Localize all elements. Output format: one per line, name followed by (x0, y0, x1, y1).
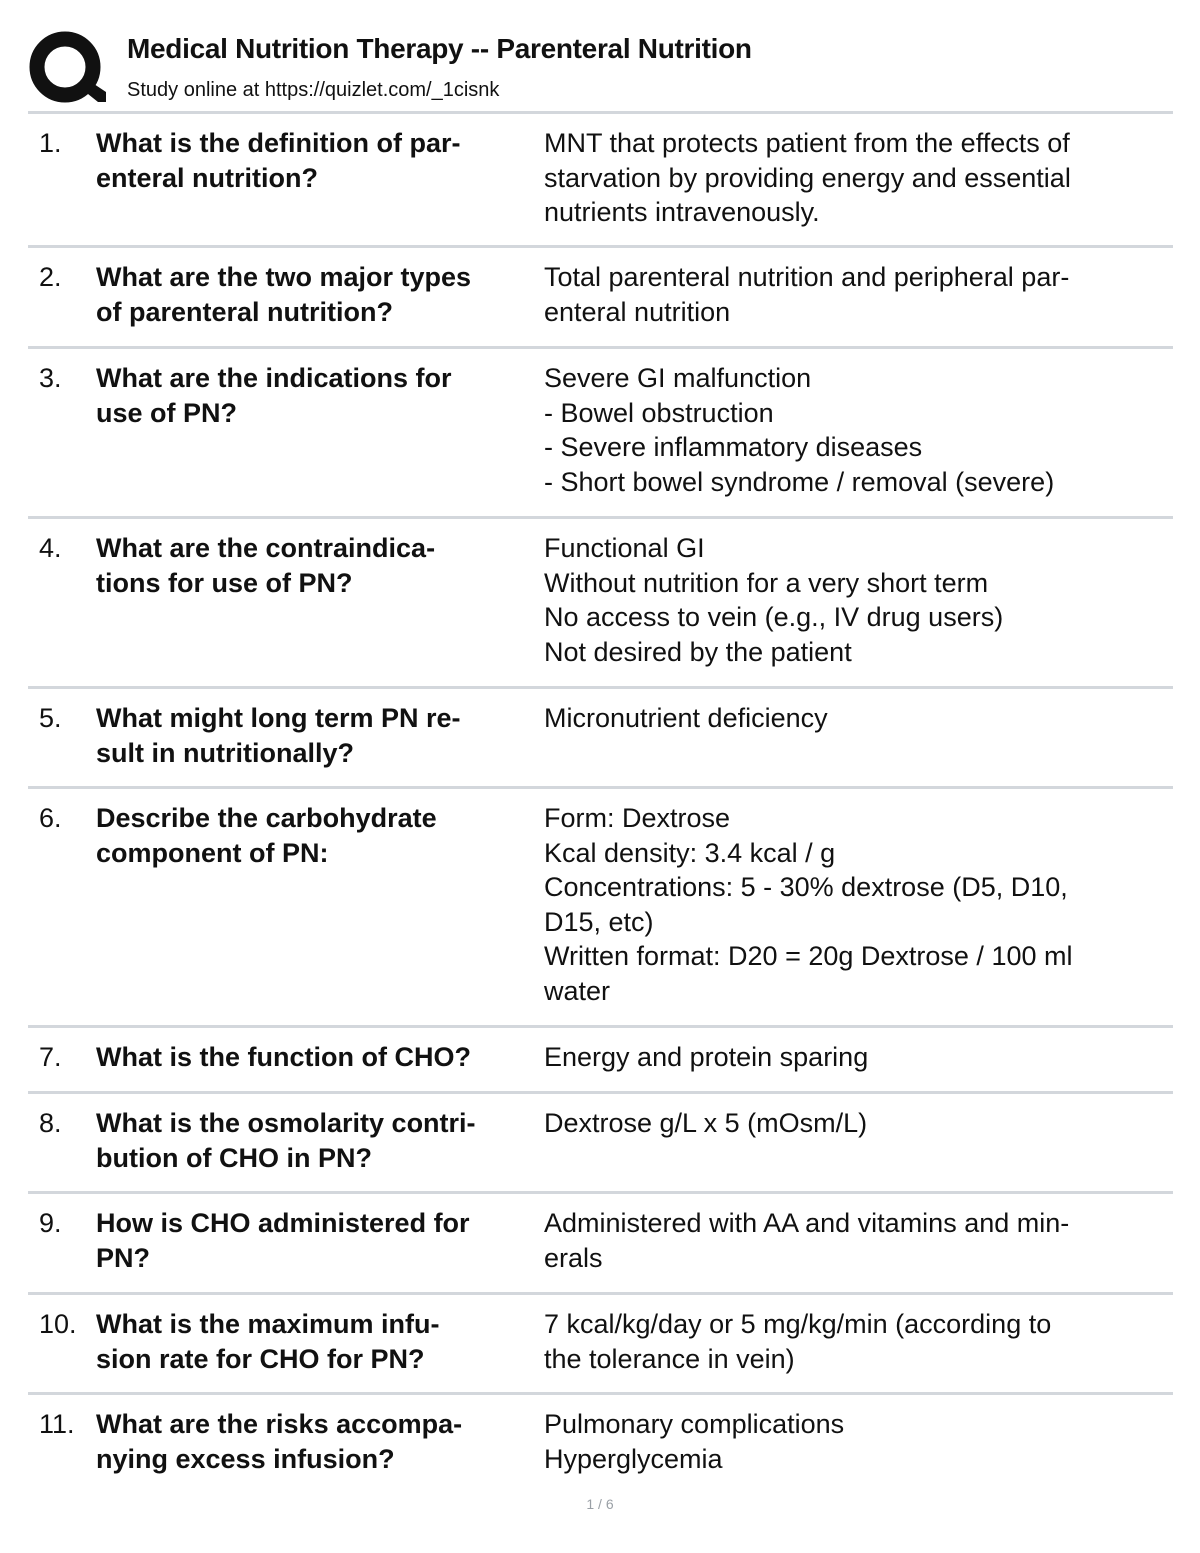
page-title: Medical Nutrition Therapy -- Parenteral Nutrition (127, 33, 752, 64)
flashcard (28, 1028, 1173, 1094)
card-definition: Form: Dextrose Kcal density: 3.4 kcal / g Concentrations: 5 - 30% dextrose (D5, D10, D15, etc) Written format: D20 = 20g Dextrose / 100 ml water (544, 803, 1073, 1006)
flashcard (28, 349, 1173, 519)
flashcard (28, 114, 1173, 248)
card-definition: Dextrose g/L x 5 (mOsm/L) (544, 1108, 868, 1138)
card-number: 6. (39, 803, 62, 833)
page-header (28, 28, 1178, 108)
page-indicator: 1 / 6 (586, 1496, 614, 1512)
flashcard (28, 248, 1173, 349)
flashcard (28, 1094, 1173, 1194)
flashcard (28, 519, 1173, 689)
card-term: What is the maximum infu- sion rate for CHO for PN? (96, 1309, 440, 1374)
card-definition: 7 kcal/kg/day or 5 mg/kg/min (according to the tolerance in vein) (544, 1309, 1052, 1374)
card-term: What is the function of CHO? (96, 1042, 471, 1072)
card-term: What are the indications for use of PN? (96, 363, 452, 428)
card-definition: MNT that protects patient from the effects of starvation by providing energy and essential nutrients intravenously. (544, 128, 1071, 227)
card-term: Describe the carbohydrate component of PN: (96, 803, 437, 868)
flashcard (28, 789, 1173, 1028)
card-number: 5. (39, 703, 62, 733)
flashcard (28, 1295, 1173, 1395)
card-number: 9. (39, 1208, 62, 1238)
card-number: 2. (39, 262, 62, 292)
card-definition: Energy and protein sparing (544, 1042, 869, 1072)
card-definition: Severe GI malfunction - Bowel obstruction - Severe inflammatory diseases - Short bowel syndrome / removal (severe) (544, 363, 1055, 497)
card-term: What might long term PN re- sult in nutritionally? (96, 703, 461, 768)
card-term: What are the risks accompa- nying excess infusion? (96, 1409, 463, 1474)
flashcard (28, 1395, 1173, 1485)
card-definition: Total parenteral nutrition and peripheral par- enteral nutrition (544, 262, 1070, 327)
card-definition: Administered with AA and vitamins and min- erals (544, 1208, 1070, 1273)
card-term: What is the osmolarity contri- bution of CHO in PN? (96, 1108, 476, 1173)
card-number: 11. (39, 1409, 75, 1439)
card-number: 7. (39, 1042, 62, 1072)
card-number: 1. (39, 128, 62, 158)
card-term: What is the definition of par- enteral nutrition? (96, 128, 461, 193)
card-term: What are the two major types of parenteral nutrition? (96, 262, 472, 327)
card-definition: Pulmonary complications Hyperglycemia (544, 1409, 845, 1474)
flashcard (28, 1194, 1173, 1295)
card-number: 3. (39, 363, 62, 393)
card-term: How is CHO administered for PN? (96, 1208, 470, 1273)
flashcard (28, 689, 1173, 789)
card-term: What are the contraindica- tions for use of PN? (96, 533, 436, 598)
card-definition: Micronutrient deficiency (544, 703, 828, 733)
card-number: 4. (39, 533, 62, 563)
study-online-link[interactable]: Study online at https://quizlet.com/_1cisnk (127, 79, 500, 101)
card-number: 10. (39, 1309, 77, 1339)
card-definition: Functional GI Without nutrition for a very short term No access to vein (e.g., IV drug users) Not desired by the patient (544, 533, 1004, 667)
flashcard-list (28, 114, 1173, 1485)
quizlet-logo-icon (28, 30, 106, 104)
card-number: 8. (39, 1108, 62, 1138)
